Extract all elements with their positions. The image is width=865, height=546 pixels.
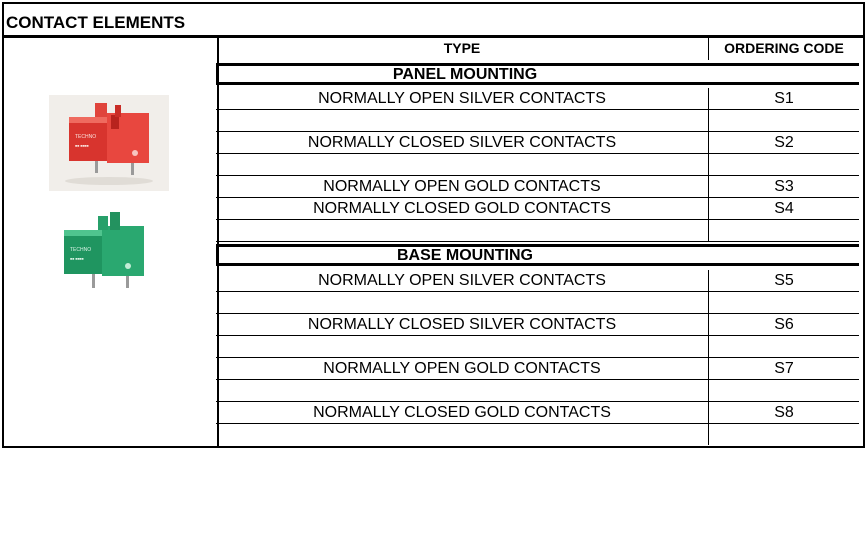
table-row <box>216 132 859 154</box>
type-cell <box>216 110 708 131</box>
svg-text:■■ ■■■■: ■■ ■■■■ <box>75 144 89 148</box>
section-panel-mounting <box>216 63 859 85</box>
code-cell <box>708 424 859 445</box>
section-label: PANEL MOUNTING <box>392 66 538 83</box>
type-cell <box>216 336 708 357</box>
type-cell: NORMALLY CLOSED SILVER CONTACTS <box>307 316 617 333</box>
code-cell <box>708 220 859 241</box>
table-row <box>216 154 859 176</box>
section-base-mounting <box>216 244 859 266</box>
red-contact-block-image <box>49 95 169 191</box>
type-cell: NORMALLY OPEN SILVER CONTACTS <box>318 90 606 107</box>
svg-text:■■ ■■■■: ■■ ■■■■ <box>70 257 84 261</box>
type-cell <box>216 424 708 445</box>
table-title: CONTACT ELEMENTS <box>6 13 186 32</box>
code-cell: S2 <box>708 132 859 153</box>
code-cell: S1 <box>708 88 859 109</box>
section-label: BASE MOUNTING <box>397 247 533 264</box>
table-row <box>216 380 859 402</box>
type-cell: NORMALLY OPEN GOLD CONTACTS <box>323 360 601 377</box>
code-cell: S6 <box>708 314 859 335</box>
table-row <box>216 358 859 380</box>
type-column-header: TYPE <box>443 40 481 56</box>
code-cell: S8 <box>708 402 859 423</box>
table-row <box>216 176 859 198</box>
type-cell: NORMALLY CLOSED SILVER CONTACTS <box>307 134 617 151</box>
type-cell: NORMALLY OPEN GOLD CONTACTS <box>323 178 601 195</box>
table-row <box>216 314 859 336</box>
red-block-brand-label: TECHNO <box>75 134 97 140</box>
type-cell <box>216 220 708 241</box>
code-cell: S4 <box>708 198 859 219</box>
ordering-code-column-header: ORDERING CODE <box>708 36 859 60</box>
table-row <box>216 292 859 314</box>
column-header-row <box>216 36 859 60</box>
code-cell <box>708 154 859 175</box>
table-row <box>216 336 859 358</box>
code-cell <box>708 110 859 131</box>
code-cell <box>708 380 859 401</box>
code-cell <box>708 292 859 313</box>
table-row <box>216 402 859 424</box>
table-row <box>216 220 859 242</box>
code-cell: S5 <box>708 270 859 291</box>
type-cell: NORMALLY OPEN SILVER CONTACTS <box>318 272 606 289</box>
type-cell <box>216 292 708 313</box>
type-cell: NORMALLY CLOSED GOLD CONTACTS <box>313 404 611 421</box>
table-row <box>216 88 859 110</box>
green-block-brand-label: TECHNO <box>70 247 92 253</box>
code-cell: S7 <box>708 358 859 379</box>
table-row <box>216 198 859 220</box>
code-cell: S3 <box>708 176 859 197</box>
table-row <box>216 110 859 132</box>
table-row <box>216 424 859 446</box>
type-cell <box>216 380 708 401</box>
green-contact-block-image <box>54 208 174 304</box>
type-cell: NORMALLY CLOSED GOLD CONTACTS <box>313 200 611 217</box>
type-cell <box>216 154 708 175</box>
code-cell <box>708 336 859 357</box>
table-row <box>216 270 859 292</box>
title-bar <box>4 4 863 38</box>
product-image-column <box>4 38 219 446</box>
